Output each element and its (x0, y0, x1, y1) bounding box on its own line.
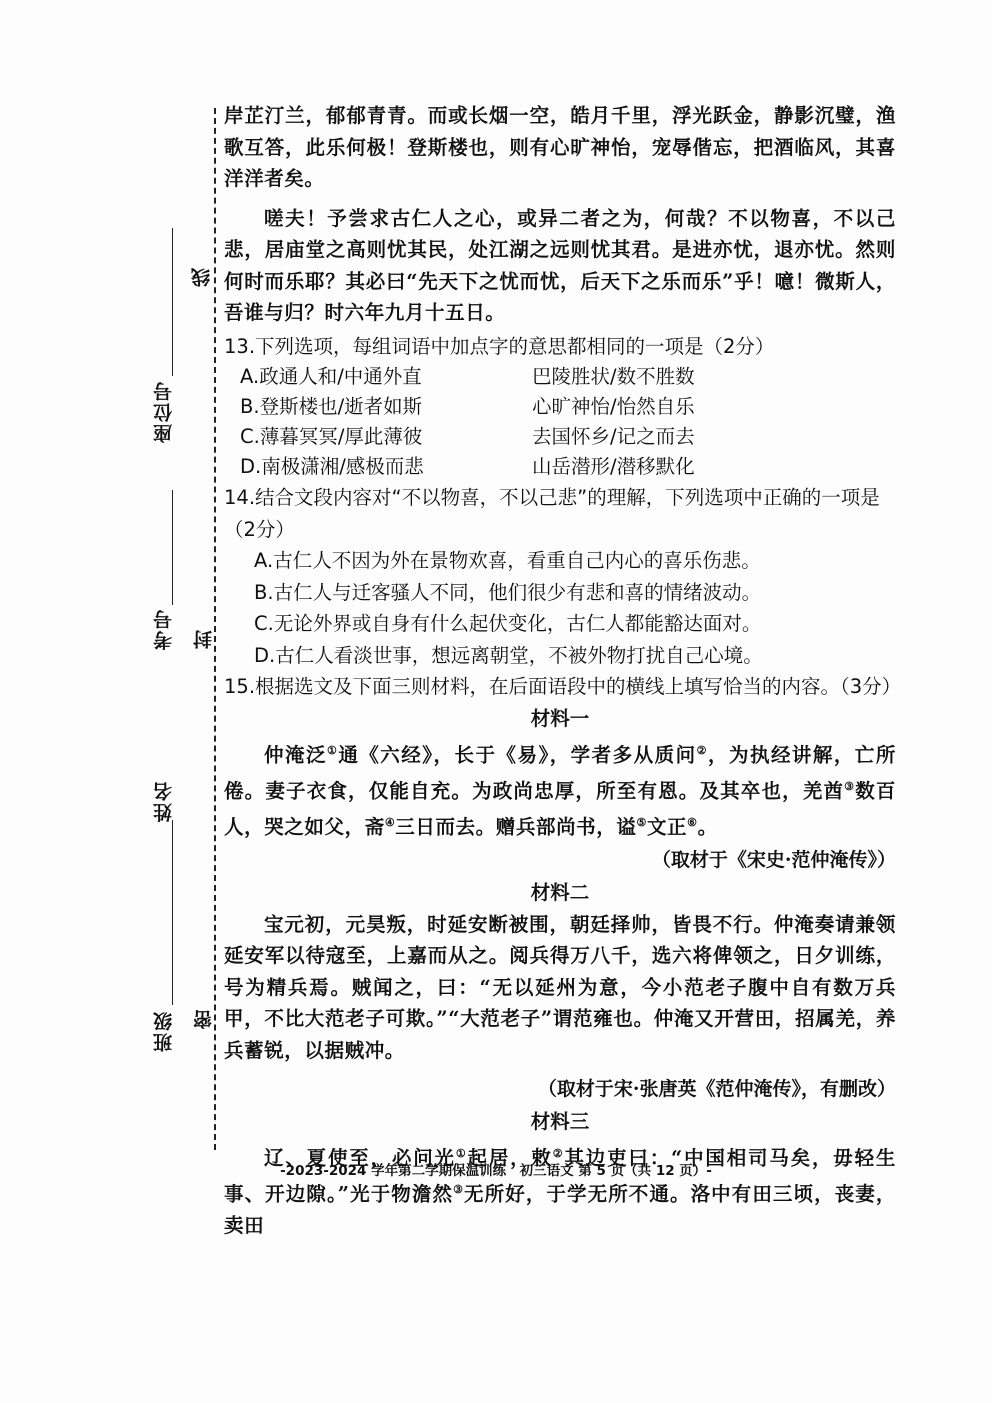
option-c-left: C.薄暮冥冥/厚此薄彼 (240, 425, 423, 448)
question-15-stem: 15.根据选文及下面三则材料，在后面语段中的横线上填写恰当的内容。（3分） (224, 675, 902, 698)
question-13-options (224, 362, 896, 482)
passage-paragraph-2: 嗟夫！予尝求古仁人之心，或异二者之为，何哉？不以物喜，不以己悲，居庙堂之高则忧其民，处江湖之远则忧其君。是进亦忧，退亦忧。然则何时而乐耶？其必曰“先天下之忧而忧，后天下之乐而乐”乎！噫！微斯人，吾谁与归？时六年九月十五日。 (224, 206, 896, 324)
question-14-option-d: D.古仁人看淡世事，想远离朝堂，不被外物打扰自己心境。 (254, 643, 763, 667)
option-d-right: 山岳潜形/潜移默化 (532, 455, 695, 478)
option-b-left: B.登斯楼也/逝者如斯 (240, 395, 423, 418)
option-a-right: 巴陵胜状/数不胜数 (532, 365, 695, 388)
option-b-right: 心旷神怡/怡然自乐 (532, 395, 695, 418)
seal-mark-feng: 封 (193, 630, 215, 649)
option-c-right: 去国怀乡/记之而去 (532, 425, 695, 448)
exam-number-line (172, 490, 173, 605)
binding-dashed-line (214, 108, 216, 1150)
question-13-option-b (224, 392, 896, 422)
question-13-stem: 13.下列选项，每组词语中加点字的意思都相同的一项是（2分） (224, 334, 775, 358)
passage-paragraph-1: 岸芷汀兰，郁郁青青。而或长烟一空，皓月千里，浮光跃金，静影沉璧，渔歌互答，此乐何极！登斯楼也，则有心旷神怡，宠辱偕忘，把酒临风，其喜洋洋者矣。 (224, 104, 896, 190)
question-14-option-c: C.无论外界或自身有什么起伏变化，古仁人都能豁达面对。 (254, 612, 762, 635)
material-2-title: 材料二 (530, 880, 590, 904)
material-2-source: （取材于宋·张唐英《范仲淹传》，有删改） (537, 1078, 896, 1100)
material-1-title: 材料一 (530, 706, 590, 730)
question-13-option-a (224, 362, 896, 392)
exam-number-label: 考号 (153, 608, 175, 650)
material-3-title: 材料三 (530, 1110, 590, 1133)
material-3-text: 辽、夏使至，必问光①起居，敕②其边吏曰：“中国相司马矣，毋轻生事、开边隙。”光于物澹然③无所好，于学无所不通。洛中有田三顷，丧妻，卖田 (224, 1146, 896, 1237)
question-13-option-d (224, 452, 896, 482)
seat-number-label: 座位号 (153, 380, 175, 443)
main-content (224, 100, 902, 1242)
name-label: 姓名 (153, 780, 175, 822)
question-14-option-b: B.古仁人与迁客骚人不同，他们很少有悲和喜的情绪波动。 (254, 580, 762, 604)
seal-mark-mi: 密 (193, 1010, 215, 1029)
question-13-option-c (224, 422, 896, 452)
seal-mark-xian: 线 (191, 268, 213, 287)
material-1-text: 仲淹泛①通《六经》，长于《易》，学者多从质问②，为执经讲解，亡所倦。妻子衣食，仅能自充。为政尚忠厚，所至有恩。及其卒也，羌酋③数百人，哭之如父，斋④三日而去。赠兵部尚书，谥⑤文正⑥。 (224, 743, 896, 838)
question-14-stem: 14.结合文段内容对“不以物喜，不以己悲”的理解，下列选项中正确的一项是（2分） (224, 486, 880, 541)
option-d-left: D.南极潇湘/感极而悲 (240, 455, 424, 478)
class-line (172, 905, 173, 1005)
material-1-source: （取材于《宋史·范仲淹传》） (651, 848, 896, 871)
seat-number-line (172, 228, 173, 376)
class-label: 班级 (153, 1010, 175, 1052)
option-a-left: A.政通人和/中通外直 (240, 365, 422, 388)
page-footer: -2023-2024 学年第二学期保温训练 初三语文 第 5 页（共 12 页）- (280, 1163, 712, 1179)
question-14-option-a: A.古仁人不因为外在景物欢喜，看重自己内心的喜乐伤悲。 (254, 549, 761, 572)
material-2-text: 宝元初，元昊叛，时延安断被围，朝廷择帅，皆畏不行。仲淹奏请兼领延安军以待寇至，上嘉而从之。阅兵得万八千，选六将俾领之，日夕训练，号为精兵焉。贼闻之，曰：“无以延州为意，今小范老子腹中自有数万兵甲，不比大范老子可欺。”“大范老子”谓范雍也。仲淹又开营田，招属羌，养兵蓄锐，以据贼冲。 (224, 912, 896, 1062)
